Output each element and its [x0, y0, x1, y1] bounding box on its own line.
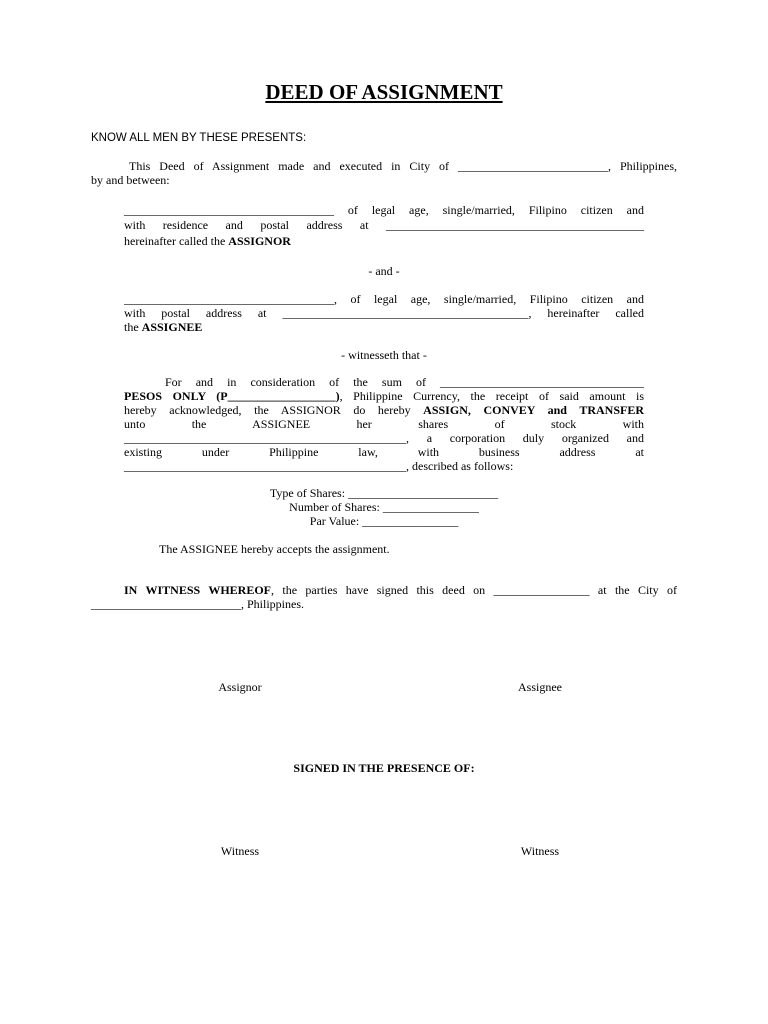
witness-1-label: Witness — [220, 844, 260, 858]
assignee-line-3-text: the — [124, 320, 142, 334]
assign-convey-transfer-label: ASSIGN, CONVEY and TRANSFER — [423, 403, 644, 417]
signed-in-presence-heading: SIGNED IN THE PRESENCE OF: — [293, 761, 475, 775]
document-title: DEED OF ASSIGNMENT — [265, 80, 503, 104]
witnesseth-separator: - witnesseth that - — [341, 348, 427, 362]
pesos-only-label: PESOS ONLY (P__________________) — [124, 389, 340, 403]
and-separator: - and - — [368, 264, 400, 278]
know-all-heading: KNOW ALL MEN BY THESE PRESENTS: — [91, 132, 307, 144]
assignee-line-1: ___________________________________, of legal age, single/married, Filipino citizen and — [124, 292, 644, 306]
witness-whereof-text: , the parties have signed this deed on ________________ at the City of — [271, 583, 678, 597]
assignor-line-3 — [124, 234, 291, 248]
par-value: Par Value: ________________ — [309, 514, 459, 528]
assignee-accepts: The ASSIGNEE hereby accepts the assignment. — [159, 542, 390, 556]
intro-line-2: by and between: — [91, 173, 170, 187]
consideration-line-6: existing under Philippine law, with business address at — [124, 445, 644, 459]
witness-whereof-line-1 — [91, 583, 677, 597]
assignor-line-2: with residence and postal address at ___________________________________________ — [124, 218, 644, 232]
consideration-line-4: unto the ASSIGNEE her shares of stock with — [124, 417, 644, 431]
witness-2-label: Witness — [520, 844, 560, 858]
consideration-line-3-text: hereby acknowledged, the ASSIGNOR do hereby — [124, 403, 424, 417]
consideration-line-1: For and in consideration of the sum of __________________________________ — [165, 375, 644, 389]
assignee-line-3 — [124, 320, 202, 334]
witness-whereof-line-2: _________________________, Philippines. — [91, 597, 305, 611]
in-witness-whereof-label: IN WITNESS WHEREOF — [124, 583, 271, 597]
consideration-line-5: _______________________________________________, a corporation duly organized and — [124, 431, 644, 445]
assignor-line-1: ___________________________________ of legal age, single/married, Filipino citizen and — [124, 203, 644, 217]
assignor-line-3-text: hereinafter called the — [124, 234, 229, 248]
consideration-line-7: _______________________________________________, described as follows: — [124, 459, 514, 473]
assignee-label: ASSIGNEE — [141, 320, 203, 334]
assignee-line-2: with postal address at _________________________________________, hereinafter called — [124, 306, 644, 320]
assignor-signature-label: Assignor — [218, 680, 262, 694]
consideration-line-2-text: , Philippine Currency, the receipt of said amount is — [339, 389, 644, 403]
consideration-line-3 — [124, 403, 644, 417]
assignor-label: ASSIGNOR — [228, 234, 291, 248]
number-of-shares: Number of Shares: ________________ — [289, 500, 479, 514]
consideration-line-2 — [124, 389, 644, 403]
type-of-shares: Type of Shares: _________________________ — [269, 486, 499, 500]
intro-line-1: This Deed of Assignment made and executed in City of _________________________, Philippines, — [129, 159, 677, 173]
assignee-signature-label: Assignee — [518, 680, 562, 694]
